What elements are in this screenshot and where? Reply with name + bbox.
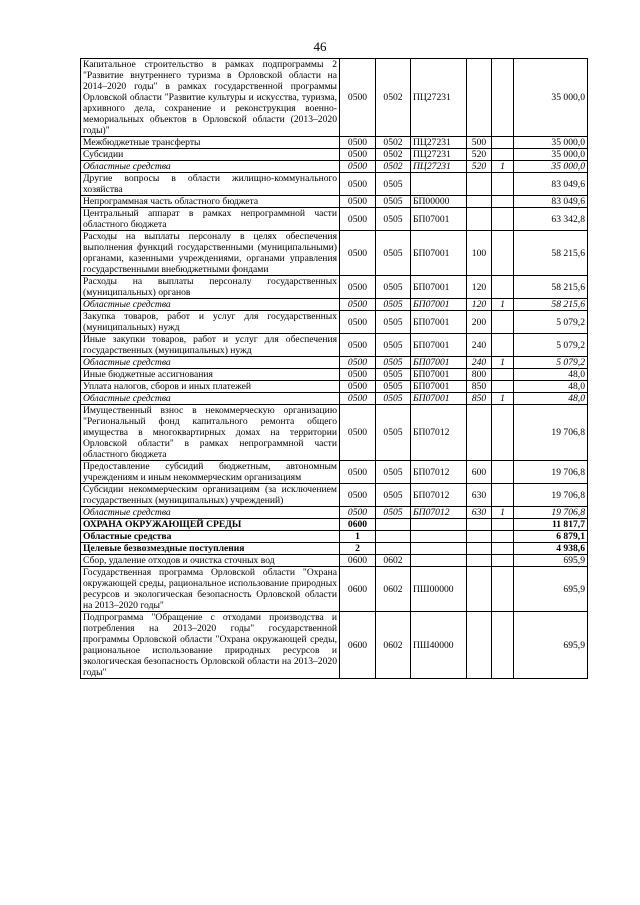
row-name-cell: Государственная программа Орловской области "Охрана окружающей среды, рациональное использование природных ресурсов и экологическая безопасность Орловской области на 2013–2020 годы" xyxy=(81,567,340,612)
subsection-code-cell: 0505 xyxy=(376,507,411,519)
amount-cell: 35 000,0 xyxy=(514,59,588,137)
row-name-cell: Иные бюджетные ассигнования xyxy=(81,369,340,381)
budget-table xyxy=(80,58,588,679)
expense-type-cell: 630 xyxy=(467,507,492,519)
table-row xyxy=(81,381,588,393)
row-name-cell: Уплата налогов, сборов и иных платежей xyxy=(81,381,340,393)
table-row xyxy=(81,334,588,357)
amount-cell: 35 000,0 xyxy=(514,161,588,173)
target-article-cell: БП07001 xyxy=(411,369,467,381)
funding-source-cell xyxy=(492,149,514,161)
expense-type-cell xyxy=(467,196,492,208)
section-code-cell: 2 xyxy=(340,543,376,555)
subsection-code-cell: 0505 xyxy=(376,276,411,299)
target-article-cell: ПЦ27231 xyxy=(411,59,467,137)
table-row xyxy=(81,357,588,369)
section-code-cell: 0500 xyxy=(340,59,376,137)
row-name-cell: Областные средства xyxy=(81,507,340,519)
section-code-cell: 0600 xyxy=(340,567,376,612)
amount-cell: 48,0 xyxy=(514,381,588,393)
table-row xyxy=(81,276,588,299)
target-article-cell xyxy=(411,519,467,531)
row-name-cell: Центральный аппарат в рамках непрограммной части областного бюджета xyxy=(81,208,340,231)
table-row xyxy=(81,311,588,334)
subsection-code-cell: 0502 xyxy=(376,59,411,137)
target-article-cell: БП07001 xyxy=(411,357,467,369)
subsection-code-cell: 0502 xyxy=(376,137,411,149)
table-row xyxy=(81,208,588,231)
subsection-code-cell: 0505 xyxy=(376,334,411,357)
subsection-code-cell: 0505 xyxy=(376,311,411,334)
row-name-cell: Закупка товаров, работ и услуг для государственных (муниципальных) нужд xyxy=(81,311,340,334)
amount-cell: 83 049,6 xyxy=(514,196,588,208)
target-article-cell: БП07012 xyxy=(411,484,467,507)
target-article-cell: БП07001 xyxy=(411,311,467,334)
amount-cell: 58 215,6 xyxy=(514,231,588,276)
expense-type-cell xyxy=(467,555,492,567)
table-row xyxy=(81,149,588,161)
section-code-cell: 0500 xyxy=(340,231,376,276)
row-name-cell: Иные закупки товаров, работ и услуг для обеспечения государственных (муниципальных) нужд xyxy=(81,334,340,357)
table-row xyxy=(81,507,588,519)
subsection-code-cell: 0602 xyxy=(376,567,411,612)
amount-cell: 58 215,6 xyxy=(514,276,588,299)
subsection-code-cell: 0602 xyxy=(376,555,411,567)
expense-type-cell: 100 xyxy=(467,231,492,276)
section-code-cell: 0600 xyxy=(340,555,376,567)
row-name-cell: Субсидии xyxy=(81,149,340,161)
row-name-cell: Областные средства xyxy=(81,357,340,369)
subsection-code-cell: 0505 xyxy=(376,196,411,208)
expense-type-cell xyxy=(467,208,492,231)
expense-type-cell: 240 xyxy=(467,334,492,357)
row-name-cell: Межбюджетные трансферты xyxy=(81,137,340,149)
expense-type-cell: 120 xyxy=(467,299,492,311)
row-name-cell: Областные средства xyxy=(81,531,340,543)
amount-cell: 5 079,2 xyxy=(514,334,588,357)
amount-cell: 83 049,6 xyxy=(514,173,588,196)
funding-source-cell: 1 xyxy=(492,299,514,311)
funding-source-cell xyxy=(492,555,514,567)
table-row xyxy=(81,555,588,567)
target-article-cell: ПШ40000 xyxy=(411,612,467,679)
funding-source-cell xyxy=(492,531,514,543)
subsection-code-cell: 0505 xyxy=(376,299,411,311)
funding-source-cell: 1 xyxy=(492,161,514,173)
expense-type-cell: 520 xyxy=(467,149,492,161)
funding-source-cell xyxy=(492,519,514,531)
section-code-cell: 0500 xyxy=(340,149,376,161)
table-row xyxy=(81,405,588,461)
subsection-code-cell: 0505 xyxy=(376,208,411,231)
amount-cell: 35 000,0 xyxy=(514,149,588,161)
expense-type-cell xyxy=(467,531,492,543)
funding-source-cell xyxy=(492,196,514,208)
amount-cell: 5 079,2 xyxy=(514,311,588,334)
target-article-cell: БП07001 xyxy=(411,231,467,276)
target-article-cell: БП07012 xyxy=(411,405,467,461)
expense-type-cell: 850 xyxy=(467,393,492,405)
amount-cell: 19 706,8 xyxy=(514,405,588,461)
section-code-cell: 0500 xyxy=(340,299,376,311)
funding-source-cell xyxy=(492,59,514,137)
section-code-cell: 0500 xyxy=(340,393,376,405)
expense-type-cell: 200 xyxy=(467,311,492,334)
amount-cell: 19 706,8 xyxy=(514,484,588,507)
section-code-cell: 0500 xyxy=(340,161,376,173)
target-article-cell xyxy=(411,543,467,555)
amount-cell: 6 879,1 xyxy=(514,531,588,543)
target-article-cell: ПЦ27231 xyxy=(411,161,467,173)
row-name-cell: Областные средства xyxy=(81,161,340,173)
funding-source-cell: 1 xyxy=(492,393,514,405)
table-row xyxy=(81,543,588,555)
subsection-code-cell: 0602 xyxy=(376,612,411,679)
amount-cell: 695,9 xyxy=(514,555,588,567)
funding-source-cell: 1 xyxy=(492,357,514,369)
row-name-cell: Другие вопросы в области жилищно-коммунального хозяйства xyxy=(81,173,340,196)
subsection-code-cell: 0505 xyxy=(376,381,411,393)
table-row xyxy=(81,369,588,381)
funding-source-cell xyxy=(492,567,514,612)
row-name-cell: Непрограммная часть областного бюджета xyxy=(81,196,340,208)
amount-cell: 19 706,8 xyxy=(514,507,588,519)
funding-source-cell xyxy=(492,381,514,393)
row-name-cell: Подпрограмма "Обращение с отходами производства и потребления на 2013–2020 годы" государственной программы Орловской области "Охрана окружающей среды, рациональное использование природных ресурсов и экологическая безопасность Орловской области на 2013–2020 годы" xyxy=(81,612,340,679)
amount-cell: 695,9 xyxy=(514,612,588,679)
target-article-cell: БП07012 xyxy=(411,507,467,519)
row-name-cell: Расходы на выплаты персоналу в целях обеспечения выполнения функций государственными (муниципальными) органами, казенными учреждениями, органами управления государственными внебюджетными фондами xyxy=(81,231,340,276)
table-row xyxy=(81,519,588,531)
funding-source-cell xyxy=(492,461,514,484)
row-name-cell: Капитальное строительство в рамках подпрограммы 2 "Развитие внутреннего туризма в Орловской области на 2014–2020 годы" в рамках государственной программы Орловской области "Развитие культуры и искусства, туризма, архивного дела, сохранение и реконструкция военно-мемориальных объектов в Орловской области (2013–2020 годы)" xyxy=(81,59,340,137)
subsection-code-cell: 0505 xyxy=(376,173,411,196)
expense-type-cell xyxy=(467,612,492,679)
funding-source-cell xyxy=(492,208,514,231)
target-article-cell: БП07001 xyxy=(411,208,467,231)
subsection-code-cell xyxy=(376,543,411,555)
section-code-cell: 0500 xyxy=(340,208,376,231)
table-row xyxy=(81,173,588,196)
target-article-cell: ПЦ27231 xyxy=(411,149,467,161)
expense-type-cell xyxy=(467,519,492,531)
amount-cell: 11 817,7 xyxy=(514,519,588,531)
amount-cell: 695,9 xyxy=(514,567,588,612)
target-article-cell: БП07001 xyxy=(411,276,467,299)
row-name-cell: Предоставление субсидий бюджетным, автономным учреждениям и иным некоммерческим организациям xyxy=(81,461,340,484)
target-article-cell xyxy=(411,555,467,567)
row-name-cell: Расходы на выплаты персоналу государственных (муниципальных) органов xyxy=(81,276,340,299)
expense-type-cell: 850 xyxy=(467,381,492,393)
expense-type-cell xyxy=(467,567,492,612)
expense-type-cell: 500 xyxy=(467,137,492,149)
expense-type-cell: 630 xyxy=(467,484,492,507)
target-article-cell xyxy=(411,531,467,543)
row-name-cell: Субсидии некоммерческим организациям (за исключением государственных (муниципальных) учреждений) xyxy=(81,484,340,507)
amount-cell: 35 000,0 xyxy=(514,137,588,149)
expense-type-cell xyxy=(467,173,492,196)
subsection-code-cell: 0505 xyxy=(376,393,411,405)
section-code-cell: 0600 xyxy=(340,519,376,531)
subsection-code-cell: 0505 xyxy=(376,357,411,369)
subsection-code-cell: 0505 xyxy=(376,405,411,461)
funding-source-cell xyxy=(492,612,514,679)
subsection-code-cell: 0505 xyxy=(376,461,411,484)
funding-source-cell xyxy=(492,276,514,299)
target-article-cell: БП07001 xyxy=(411,381,467,393)
expense-type-cell xyxy=(467,405,492,461)
target-article-cell xyxy=(411,173,467,196)
table-row xyxy=(81,161,588,173)
row-name-cell: Областные средства xyxy=(81,393,340,405)
table-row xyxy=(81,137,588,149)
funding-source-cell xyxy=(492,311,514,334)
target-article-cell: ПШ00000 xyxy=(411,567,467,612)
amount-cell: 5 079,2 xyxy=(514,357,588,369)
table-body xyxy=(81,59,588,679)
subsection-code-cell: 0505 xyxy=(376,369,411,381)
section-code-cell: 0500 xyxy=(340,334,376,357)
target-article-cell: БП07012 xyxy=(411,461,467,484)
expense-type-cell xyxy=(467,543,492,555)
section-code-cell: 0500 xyxy=(340,381,376,393)
row-name-cell: Целевые безвозмездные поступления xyxy=(81,543,340,555)
target-article-cell: БП07001 xyxy=(411,393,467,405)
table-row xyxy=(81,393,588,405)
table-row xyxy=(81,231,588,276)
target-article-cell: БП07001 xyxy=(411,334,467,357)
subsection-code-cell: 0505 xyxy=(376,484,411,507)
section-code-cell: 0500 xyxy=(340,484,376,507)
section-code-cell: 0500 xyxy=(340,507,376,519)
target-article-cell: БП00000 xyxy=(411,196,467,208)
funding-source-cell xyxy=(492,137,514,149)
funding-source-cell xyxy=(492,334,514,357)
section-code-cell: 0500 xyxy=(340,461,376,484)
expense-type-cell: 120 xyxy=(467,276,492,299)
subsection-code-cell xyxy=(376,531,411,543)
table-row xyxy=(81,59,588,137)
funding-source-cell xyxy=(492,369,514,381)
section-code-cell: 0600 xyxy=(340,612,376,679)
expense-type-cell: 240 xyxy=(467,357,492,369)
expense-type-cell: 800 xyxy=(467,369,492,381)
amount-cell: 48,0 xyxy=(514,369,588,381)
amount-cell: 63 342,8 xyxy=(514,208,588,231)
expense-type-cell xyxy=(467,59,492,137)
funding-source-cell xyxy=(492,543,514,555)
target-article-cell: БП07001 xyxy=(411,299,467,311)
amount-cell: 48,0 xyxy=(514,393,588,405)
row-name-cell: Областные средства xyxy=(81,299,340,311)
funding-source-cell xyxy=(492,405,514,461)
table-row xyxy=(81,196,588,208)
subsection-code-cell xyxy=(376,519,411,531)
row-name-cell: Имущественный взнос в некоммерческую организацию "Региональный фонд капитального ремонта общего имущества в многоквартирных домах на территории Орловской области" в рамках непрограммной части областного бюджета xyxy=(81,405,340,461)
section-code-cell: 0500 xyxy=(340,196,376,208)
page-number: 46 xyxy=(313,39,327,54)
subsection-code-cell: 0502 xyxy=(376,161,411,173)
funding-source-cell xyxy=(492,484,514,507)
subsection-code-cell: 0502 xyxy=(376,149,411,161)
section-code-cell: 0500 xyxy=(340,405,376,461)
table-row xyxy=(81,299,588,311)
section-code-cell: 0500 xyxy=(340,137,376,149)
section-code-cell: 0500 xyxy=(340,276,376,299)
funding-source-cell xyxy=(492,231,514,276)
funding-source-cell xyxy=(492,173,514,196)
subsection-code-cell: 0505 xyxy=(376,231,411,276)
row-name-cell: ОХРАНА ОКРУЖАЮЩЕЙ СРЕДЫ xyxy=(81,519,340,531)
row-name-cell: Сбор, удаление отходов и очистка сточных вод xyxy=(81,555,340,567)
target-article-cell: ПЦ27231 xyxy=(411,137,467,149)
section-code-cell: 0500 xyxy=(340,357,376,369)
amount-cell: 58 215,6 xyxy=(514,299,588,311)
section-code-cell: 1 xyxy=(340,531,376,543)
table-row xyxy=(81,531,588,543)
amount-cell: 19 706,8 xyxy=(514,461,588,484)
expense-type-cell: 520 xyxy=(467,161,492,173)
funding-source-cell: 1 xyxy=(492,507,514,519)
section-code-cell: 0500 xyxy=(340,173,376,196)
table-row xyxy=(81,567,588,612)
table-row xyxy=(81,612,588,679)
section-code-cell: 0500 xyxy=(340,311,376,334)
table-row xyxy=(81,484,588,507)
amount-cell: 4 938,6 xyxy=(514,543,588,555)
expense-type-cell: 600 xyxy=(467,461,492,484)
table-row xyxy=(81,461,588,484)
section-code-cell: 0500 xyxy=(340,369,376,381)
